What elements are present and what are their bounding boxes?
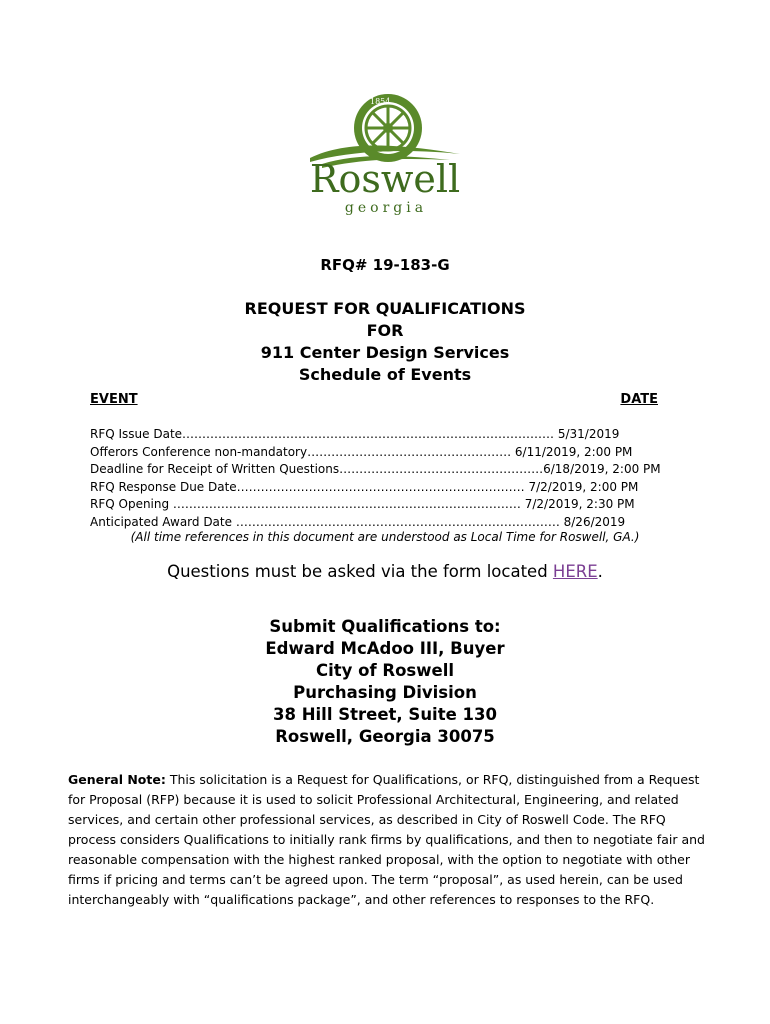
title-line: FOR (366, 321, 404, 340)
schedule-row: RFQ Opening …………………………………………………………………………… 7/2/2019, 2:30 PM (90, 497, 635, 511)
roswell-logo (300, 88, 470, 218)
date-column-header: DATE (620, 392, 658, 407)
schedule-header (90, 392, 658, 407)
submit-line: Purchasing Division (293, 683, 477, 702)
submit-line: Submit Qualifications to: (269, 617, 501, 636)
title-line: Schedule of Events (298, 365, 472, 384)
title-block (0, 298, 770, 386)
title-line: 911 Center Design Services (260, 343, 510, 362)
rfq-number: RFQ# 19-183-G (320, 256, 450, 274)
submit-block (0, 616, 770, 748)
schedule-row: Offerors Conference non-mandatory…………………………………………… 6/11/2019, 2:00 PM (90, 444, 633, 459)
submit-line: Edward McAdoo III, Buyer (265, 639, 505, 658)
svg-text:1854: 1854 (370, 97, 391, 106)
questions-text: Questions must be asked via the form located (167, 562, 553, 581)
event-column-header: EVENT (90, 392, 138, 407)
schedule-row: RFQ Issue Date………………………………………………………………………………… 5/31/2019 (90, 427, 620, 441)
questions-line (0, 562, 770, 581)
here-link[interactable]: HERE (552, 562, 598, 581)
submit-line: 38 Hill Street, Suite 130 (273, 705, 497, 724)
general-note (68, 770, 708, 910)
logo-subtitle: georgia (344, 200, 428, 216)
title-line: REQUEST FOR QUALIFICATIONS (244, 299, 526, 318)
submit-line: City of Roswell (315, 661, 455, 680)
schedule-list (90, 426, 670, 531)
questions-end: . (597, 562, 603, 581)
schedule-row: RFQ Response Due Date……………………………………………………………… 7/2/2019, 2:00 PM (90, 479, 639, 494)
logo-wordmark: Roswell (309, 157, 461, 201)
schedule-row: Anticipated Award Date ……………………………………………………………………… 8/26/2019 (90, 514, 626, 529)
submit-line: Roswell, Georgia 30075 (275, 727, 495, 746)
general-note-text: This solicitation is a Request for Qualifications, or RFQ, distinguished from a Request for Proposal (RFP) because it is used to solicit Professional Architectural, Engineering, and related services, and certain other professional services, as described in City of Roswell Code. The RFQ process considers Qualifications to initially rank firms by qualifications, and then to negotiate fair and reasonable compensation with the highest ranked proposal, with the option to negotiate with other firms if pricing and terms can’t be agreed upon. The term “proposal”, as used herein, can be used interchangeably with “qualifications package”, and other references to responses to the RFQ. (68, 772, 705, 907)
time-note: (All time references in this document are understood as Local Time for Roswell, GA.) (130, 530, 640, 544)
general-note-label: General Note: (68, 772, 166, 787)
schedule-row: Deadline for Receipt of Written Questions……………………………………………6/18/2019, 2:00 PM (90, 462, 661, 476)
